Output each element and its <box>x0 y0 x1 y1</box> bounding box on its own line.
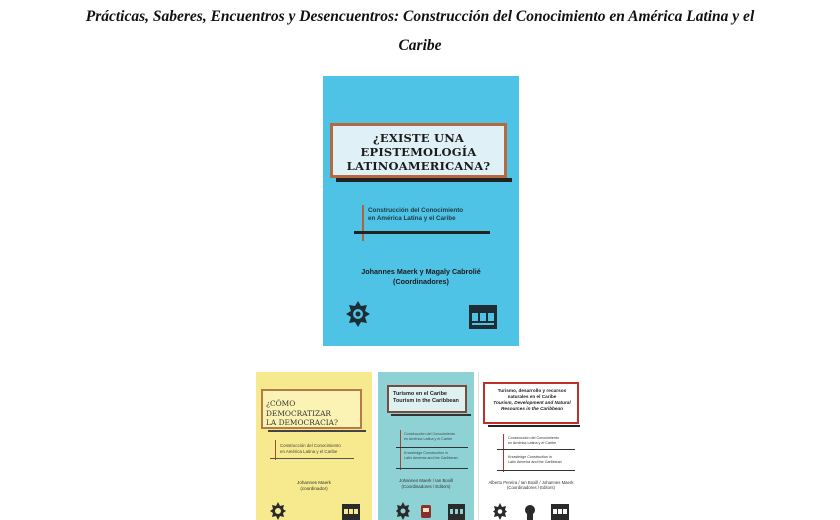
recursos-authors <box>479 480 583 491</box>
emblem-icon <box>420 503 432 520</box>
accent-vertical-line <box>362 205 364 241</box>
democracia-subtitle <box>280 443 364 455</box>
turismo-series1-line-2: en América Latina y el Caribe <box>404 437 453 441</box>
main-cover-title-box <box>330 123 507 178</box>
turismo-underline <box>391 414 471 416</box>
democracia-title-line-1: ¿CÓMO DEMOCRATIZAR <box>266 399 331 418</box>
main-title-line-2: EPISTEMOLOGÍA <box>360 145 477 159</box>
turismo-accent-hline-1 <box>396 447 468 448</box>
turismo-title-line-2: Tourism in the Caribbean <box>393 398 459 404</box>
crest-seal-icon <box>345 300 371 328</box>
democracia-title <box>266 399 362 428</box>
main-book-cover <box>323 76 519 346</box>
democracia-subtitle-line-2: en América Latina y el Caribe <box>280 448 338 454</box>
emblem-icon <box>524 504 536 520</box>
recursos-title-box <box>483 382 579 424</box>
turismo-accent-vline <box>400 430 401 470</box>
turismo-authors-role: (Coordinadores / Editors) <box>401 483 451 489</box>
book-cover-democracia <box>256 372 372 520</box>
recursos-authors-role: (Coordinadores / Editors) <box>506 485 555 491</box>
recursos-title <box>488 388 576 412</box>
turismo-title <box>393 391 467 405</box>
turismo-accent-hline-2 <box>396 468 468 469</box>
main-cover-subtitle <box>368 207 508 223</box>
recursos-series2-line-2: Latin America and the Caribbean <box>508 460 562 464</box>
recursos-series1-line-2: en América Latina y el Caribe <box>508 441 557 445</box>
democracia-subtitle-line-1: Construcción del Conocimiento <box>280 443 341 448</box>
page-heading <box>30 2 810 60</box>
publisher-logo-icon <box>448 504 465 520</box>
main-cover-authors <box>323 267 519 287</box>
recursos-series2-line-1: Knowledge Construction in <box>508 455 552 459</box>
recursos-series1-line-1: Construcción del Conocimiento <box>508 436 560 440</box>
main-cover-title <box>333 131 504 173</box>
publisher-logo-icon <box>469 305 497 329</box>
turismo-title-line-1: Turismo en el Caribe <box>393 391 447 397</box>
main-authors-names: Johannes Maerk y Magaly Cabrolié <box>361 267 481 276</box>
democracia-accent-hline <box>270 458 354 459</box>
democracia-author-name: Johannes Maerk <box>297 480 331 485</box>
recursos-accent-hline-2 <box>497 470 575 471</box>
crest-seal-icon <box>270 502 286 520</box>
recursos-title-line-1: Turismo, desarrollo y recursos <box>497 388 567 393</box>
accent-horizontal-line <box>354 231 490 234</box>
recursos-title-line-4: Resources in the Caribbean <box>501 405 563 411</box>
recursos-title-line-3: Tourism, Development and Natural <box>493 399 571 405</box>
recursos-accent-vline <box>503 434 504 472</box>
recursos-accent-hline-1 <box>497 449 575 450</box>
recursos-series <box>508 436 578 465</box>
heading-line-1: Prácticas, Saberes, Encuentros y Desencuentros: Construcción del Conocimiento en América Latina y el <box>85 8 755 25</box>
main-subtitle-line-1: Construcción del Conocimiento <box>368 207 464 214</box>
democracia-underline <box>268 430 366 432</box>
democracia-accent-vline <box>275 440 276 460</box>
recursos-underline <box>488 425 580 427</box>
recursos-authors-names: Alberto Pereira / Ian Boxill / Johannes Maerk <box>488 480 574 485</box>
turismo-series2-line-2: Latin America and the Caribbean <box>404 456 458 460</box>
turismo-authors <box>378 478 474 489</box>
main-authors-role: (Coordinadores) <box>393 277 449 286</box>
publisher-logo-icon <box>342 504 360 520</box>
turismo-series2-line-1: Knowledge Construction in <box>404 451 448 455</box>
book-cover-recursos <box>478 372 583 520</box>
publisher-logo-icon <box>551 504 569 520</box>
book-cover-turismo <box>378 372 474 520</box>
main-title-line-3: LATINOAMERICANA? <box>346 159 491 173</box>
crest-seal-icon <box>493 503 507 520</box>
democracia-title-line-2: LA DEMOCRACIA? <box>266 418 338 427</box>
heading-line-2: Caribe <box>398 37 442 54</box>
turismo-authors-names: Johannes Maerk / Ian Boxill <box>399 478 453 483</box>
democracia-author <box>256 480 372 492</box>
main-subtitle-line-2: en América Latina y el Caribe <box>368 215 456 222</box>
title-underline-bar <box>336 178 512 182</box>
democracia-author-role: (coordinador) <box>300 486 328 491</box>
turismo-title-box <box>387 385 467 413</box>
democracia-title-box <box>261 389 362 429</box>
crest-seal-icon <box>396 502 410 520</box>
turismo-series1-line-1: Construcción del Conocimiento <box>404 432 456 436</box>
recursos-title-line-2: naturales en el Caribe <box>507 393 557 399</box>
main-title-line-1: ¿EXISTE UNA <box>372 131 465 145</box>
